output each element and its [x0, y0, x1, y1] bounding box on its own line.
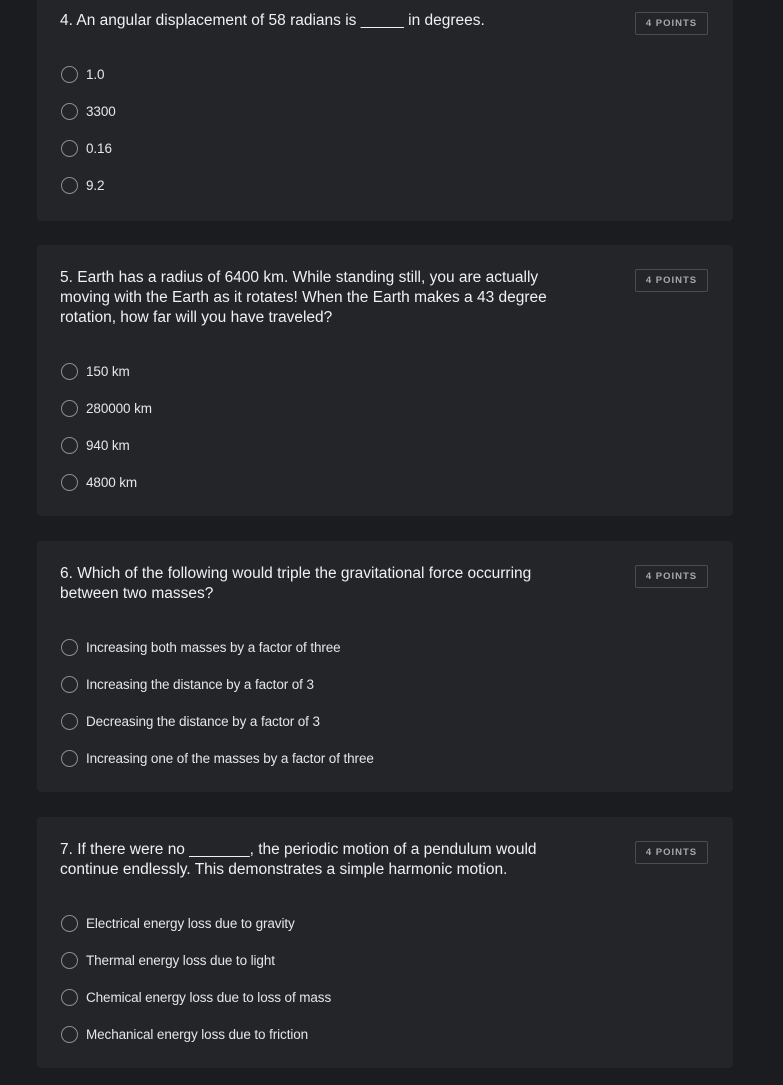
radio-button[interactable]	[61, 1026, 78, 1043]
answer-label: Thermal energy loss due to light	[86, 952, 275, 968]
radio-button[interactable]	[61, 363, 78, 380]
question-text: 5. Earth has a radius of 6400 km. While standing still, you are actually moving with the Earth as it rotates! When the Earth makes a 43 degree rotation, how far will you have traveled?	[60, 269, 547, 326]
answer-label: 0.16	[86, 140, 112, 156]
answer-option[interactable]	[61, 397, 152, 419]
answer-label: 4800 km	[86, 474, 138, 490]
answer-option[interactable]	[61, 174, 104, 196]
answer-option[interactable]	[61, 434, 130, 456]
answer-option[interactable]	[61, 673, 314, 695]
radio-button[interactable]	[61, 915, 78, 932]
answer-option[interactable]	[61, 471, 137, 493]
question-card-5	[37, 245, 733, 516]
answer-label: 150 km	[86, 363, 130, 379]
answer-option[interactable]	[61, 986, 331, 1008]
radio-button[interactable]	[61, 750, 78, 767]
answer-option[interactable]	[61, 949, 275, 971]
radio-button[interactable]	[61, 989, 78, 1006]
points-badge: 4 POINTS	[635, 565, 708, 588]
answer-option[interactable]	[61, 137, 112, 159]
answer-label: Decreasing the distance by a factor of 3	[86, 713, 320, 729]
answer-label: 3300	[86, 103, 116, 119]
answer-option[interactable]	[61, 912, 295, 934]
radio-button[interactable]	[61, 400, 78, 417]
answer-option[interactable]	[61, 747, 374, 769]
answer-label: Increasing the distance by a factor of 3	[86, 676, 314, 692]
answer-label: 940 km	[86, 437, 130, 453]
radio-button[interactable]	[61, 140, 78, 157]
answer-label: 280000 km	[86, 400, 152, 416]
answer-option[interactable]	[61, 100, 116, 122]
radio-button[interactable]	[61, 952, 78, 969]
radio-button[interactable]	[61, 713, 78, 730]
points-badge: 4 POINTS	[635, 841, 708, 864]
answer-label: Increasing one of the masses by a factor of three	[86, 750, 374, 766]
answer-label: Electrical energy loss due to gravity	[86, 915, 295, 931]
radio-button[interactable]	[61, 639, 78, 656]
radio-button[interactable]	[61, 66, 78, 83]
radio-button[interactable]	[61, 676, 78, 693]
answer-option[interactable]	[61, 636, 341, 658]
radio-button[interactable]	[61, 437, 78, 454]
answer-label: Mechanical energy loss due to friction	[86, 1026, 309, 1042]
points-badge: 4 POINTS	[635, 12, 708, 35]
question-text: 7. If there were no _______, the periodic motion of a pendulum would continue endlessly. This demonstrates a simple harmonic motion.	[60, 841, 537, 878]
answer-label: Chemical energy loss due to loss of mass	[86, 989, 332, 1005]
answer-option[interactable]	[61, 710, 320, 732]
question-card-7	[37, 817, 733, 1068]
question-text: 6. Which of the following would triple the gravitational force occurring between two masses?	[60, 565, 532, 602]
question-card-6	[37, 541, 733, 792]
question-card-4	[37, 0, 733, 221]
question-text: 4. An angular displacement of 58 radians is _____ in degrees.	[60, 12, 485, 29]
answer-label: 9.2	[86, 177, 105, 193]
points-badge: 4 POINTS	[635, 269, 708, 292]
answer-label: 1.0	[86, 66, 105, 82]
answer-option[interactable]	[61, 1023, 308, 1045]
answer-option[interactable]	[61, 63, 104, 85]
radio-button[interactable]	[61, 474, 78, 491]
radio-button[interactable]	[61, 103, 78, 120]
answer-label: Increasing both masses by a factor of three	[86, 639, 341, 655]
answer-option[interactable]	[61, 360, 130, 382]
radio-button[interactable]	[61, 177, 78, 194]
